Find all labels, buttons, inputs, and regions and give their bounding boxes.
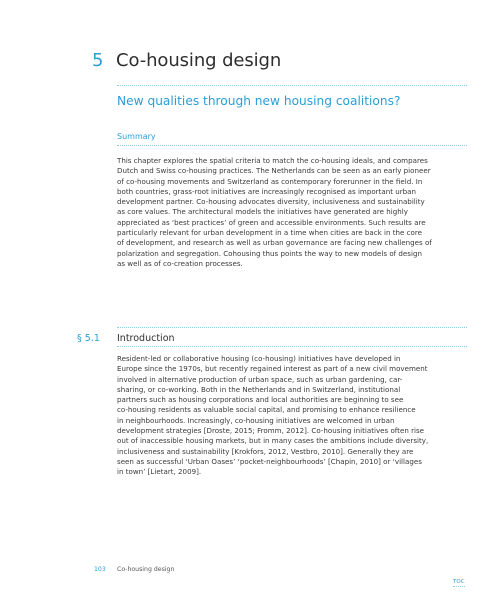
summary-line: as well as of co-creation processes. bbox=[117, 258, 243, 268]
intro-line: sharing, or co-working. Both in the Netherlands and in Switzerland, institutional bbox=[117, 384, 401, 394]
summary-line: development partner. Co-housing advocates diversity, inclusiveness and sustainability bbox=[117, 197, 425, 207]
intro-line: in neighbourhoods. Increasingly, co-housing initiatives are welcomed in urban bbox=[117, 415, 395, 425]
running-title: Co-housing design bbox=[117, 566, 175, 573]
chapter-title: Co-housing design bbox=[116, 50, 282, 71]
summary-line: as core values. The architectural models the initiatives have generated are highly bbox=[117, 207, 408, 217]
chapter-heading bbox=[92, 50, 281, 71]
summary-divider bbox=[117, 145, 467, 146]
intro-line: inclusiveness and sustainability [Krokfors, 2012, Vestbro, 2010]. Generally they are bbox=[117, 446, 414, 456]
section-number: § 5.1 bbox=[77, 333, 100, 344]
summary-line: of co-housing movements and Switzerland as contemporary forerunner in the field. In bbox=[117, 176, 423, 186]
summary-line: both countries, grass-root initiatives are increasingly recognised as important urban bbox=[117, 186, 417, 196]
summary-line: appreciated as ‘best practices’ of green and accessible environments. Such results are bbox=[117, 217, 426, 227]
summary-line: of development, and research as well as urban governance are facing new challenges of bbox=[117, 238, 432, 248]
summary-line: polarization and segregation. Cohousing thus points the way to new models of design bbox=[117, 248, 422, 258]
intro-line: Resident-led or collaborative housing (co-housing) initiatives have developed in bbox=[117, 354, 401, 363]
summary-line: Dutch and Swiss co-housing practices. The Netherlands can be seen as an early pioneer bbox=[117, 166, 431, 176]
section-divider-bottom bbox=[117, 346, 467, 347]
intro-line: Europe since the 1970s, but recently regained interest as part of a new civil movement bbox=[117, 364, 428, 374]
summary-heading: Summary bbox=[117, 132, 156, 141]
chapter-subtitle: New qualities through new housing coalitions? bbox=[117, 85, 467, 108]
intro-line: out of inaccessible housing markets, but in many cases the ambitions include diversity, bbox=[117, 436, 429, 446]
summary-line: This chapter explores the spatial criteria to match the co-housing ideals, and compares bbox=[117, 156, 428, 165]
summary-text bbox=[117, 156, 467, 269]
section-divider-top bbox=[117, 327, 467, 328]
intro-line: in town’ [Lietart, 2009]. bbox=[117, 467, 202, 477]
introduction-text bbox=[117, 354, 467, 478]
intro-line: co-housing residents as valuable social capital, and promising to enhance resilience bbox=[117, 405, 416, 415]
chapter-number: 5 bbox=[92, 50, 104, 71]
summary-line: particularly relevant for urban development in a time when cities are back in the core bbox=[117, 228, 422, 238]
intro-line: development strategies [Droste, 2015; Fromm, 2012]. Co-housing initiatives often rise bbox=[117, 426, 425, 436]
page-number: 103 bbox=[94, 566, 106, 573]
section-title: Introduction bbox=[117, 333, 175, 344]
intro-line: seen as successful ‘Urban Oases’ ‘pocket-neighbourhoods’ [Chapin, 2010] or ‘villages bbox=[117, 456, 422, 466]
toc-link[interactable]: TOC bbox=[453, 579, 465, 585]
intro-line: partners such as housing corporations and local authorities are beginning to see bbox=[117, 395, 404, 405]
intro-line: involved in alternative production of urban space, such as urban gardening, car- bbox=[117, 374, 403, 384]
